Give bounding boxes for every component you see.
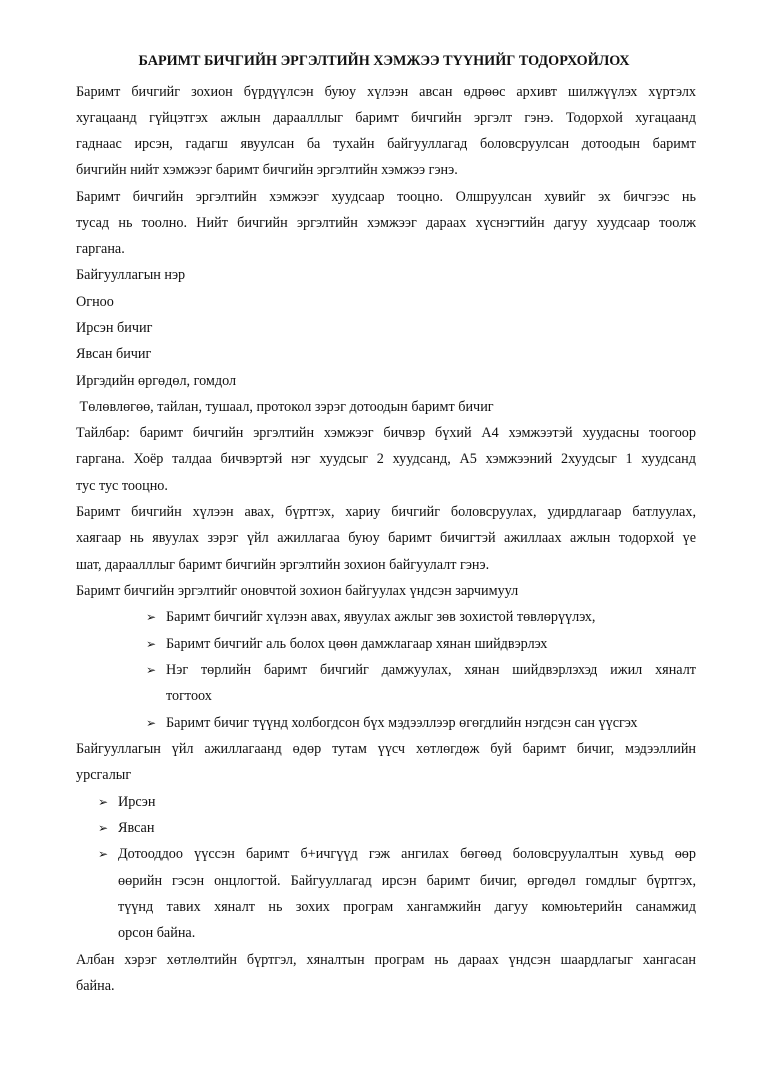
arrow-bullet-icon: ➢ (146, 716, 157, 730)
para1-line: бичгийн нийт хэмжээг баримт бичгийн эргэлтийн хэмжээ гэнэ. (76, 162, 458, 178)
flow-item-continuation: түүнд тавих хяналт нь зохих програм хангамжийн дагуу комюьтерийн санамжид (118, 899, 696, 915)
para1-line: гаднаас ирсэн, гадагш явуулсан ба тухайн байгууллагад боловсруулсан дотоодын баримт (76, 136, 696, 152)
para2-line: гаргана. (76, 241, 125, 257)
arrow-bullet-icon: ➢ (146, 610, 157, 624)
para2-line: Баримт бичгийн эргэлтийн хэмжээг хуудсаар тооцно. Олшруулсан хувийг эх бичгээс нь (76, 189, 696, 205)
para5-line: байна. (76, 978, 115, 994)
arrow-bullet-icon: ➢ (146, 663, 157, 677)
principle-item: Баримт бичиг түүнд холбогдсон бүх мэдээллээр өгөгдлийн нэгдсэн сан үүсгэх (166, 715, 638, 731)
para4-line: Байгууллагын үйл ажиллагаанд өдөр тутам үүсч хөтлөгдөж буй баримт бичиг, мэдээллийн (76, 741, 696, 757)
list-item: Явсан бичиг (76, 346, 152, 362)
arrow-bullet-icon: ➢ (146, 637, 157, 651)
arrow-bullet-icon: ➢ (98, 795, 109, 809)
note-line: гаргана. Хоёр талдаа бичвэртэй нэг хуудсыг 2 хуудсанд, А5 хэмжээний 2хуудсыг 1 хуудсанд (76, 451, 696, 467)
para1-line: Баримт бичгийг зохион бүрдүүлсэн буюу хүлээн авсан өдрөөс архивт шилжүүлэх хүртэлх (76, 84, 696, 100)
principle-item: Нэг төрлийн баримт бичгийг дамжуулах, хянан шийдвэрлэхэд ижил хяналт (166, 662, 696, 678)
arrow-bullet-icon: ➢ (98, 821, 109, 835)
note-line: Тайлбар: баримт бичгийн эргэлтийн хэмжээг бичвэр бүхий А4 хэмжээтэй хуудасны тоогоор (76, 425, 696, 441)
list-item: Огноо (76, 294, 114, 310)
flow-item-continuation: өөрийн гэсэн онцлогтой. Байгууллагад ирсэн баримт бичиг, өргөдөл гомдлыг бүртгэх, (118, 873, 696, 889)
para3-line: шат, дараалллыг баримт бичгийн эргэлтийн зохион байгуулалт гэнэ. (76, 557, 490, 573)
principle-item-continuation: тогтоох (166, 688, 212, 704)
para2-line: тусад нь тоолно. Нийт бичгийн эргэлтийн хэмжээг дараах хүснэгтийн дагуу хуудсаар тоолж (76, 215, 696, 231)
flow-item: Ирсэн (118, 794, 156, 810)
principle-item: Баримт бичгийг хүлээн авах, явуулах ажлыг зөв зохистой төвлөрүүлэх, (166, 609, 596, 625)
list-item: Төлөвлөгөө, тайлан, тушаал, протокол зэрэг дотоодын баримт бичиг (76, 399, 494, 415)
para3-line: хаягаар нь явуулах зэрэг үйл ажиллагаа буюу баримт бичигтэй ажиллаах ажлын тодорхой үе (76, 530, 696, 546)
para5-line: Албан хэрэг хөтлөлтийн бүртгэл, хяналтын програм нь дараах үндсэн шаардлагыг хангасан (76, 952, 696, 968)
principles-heading: Баримт бичгийн эргэлтийг оновчтой зохион байгуулах үндсэн зарчимуул (76, 583, 519, 599)
principle-item: Баримт бичгийг аль болох цөөн дамжлагаар хянан шийдвэрлэх (166, 636, 548, 652)
flow-item: Явсан (118, 820, 155, 836)
para1-line: хугацаанд гүйцэтгэх ажлын дараалллыг баримт бичгийн эргэлт гэнэ. Тодорхой хугацаанд (76, 110, 696, 126)
para3-line: Баримт бичгийн хүлээн авах, бүртгэх, хариу бичгийг боловсруулах, удирдлагаар батлуулах, (76, 504, 696, 520)
flow-item-continuation: орсон байна. (118, 925, 196, 941)
arrow-bullet-icon: ➢ (98, 847, 109, 861)
list-item: Иргэдийн өргөдөл, гомдол (76, 373, 237, 389)
list-item: Ирсэн бичиг (76, 320, 153, 336)
note-line: тус тус тооцно. (76, 478, 168, 494)
list-item: Байгууллагын нэр (76, 267, 186, 283)
flow-item: Дотооддоо үүссэн баримт б+ичгүүд гэж ангилах бөгөөд боловсруулалтын хувьд өөр (118, 846, 696, 862)
para4-line: урсгалыг (76, 767, 132, 783)
document-title: БАРИМТ БИЧГИЙН ЭРГЭЛТИЙН ХЭМЖЭЭ ТҮҮНИЙГ ТОДОРХОЙЛОХ (138, 53, 630, 69)
